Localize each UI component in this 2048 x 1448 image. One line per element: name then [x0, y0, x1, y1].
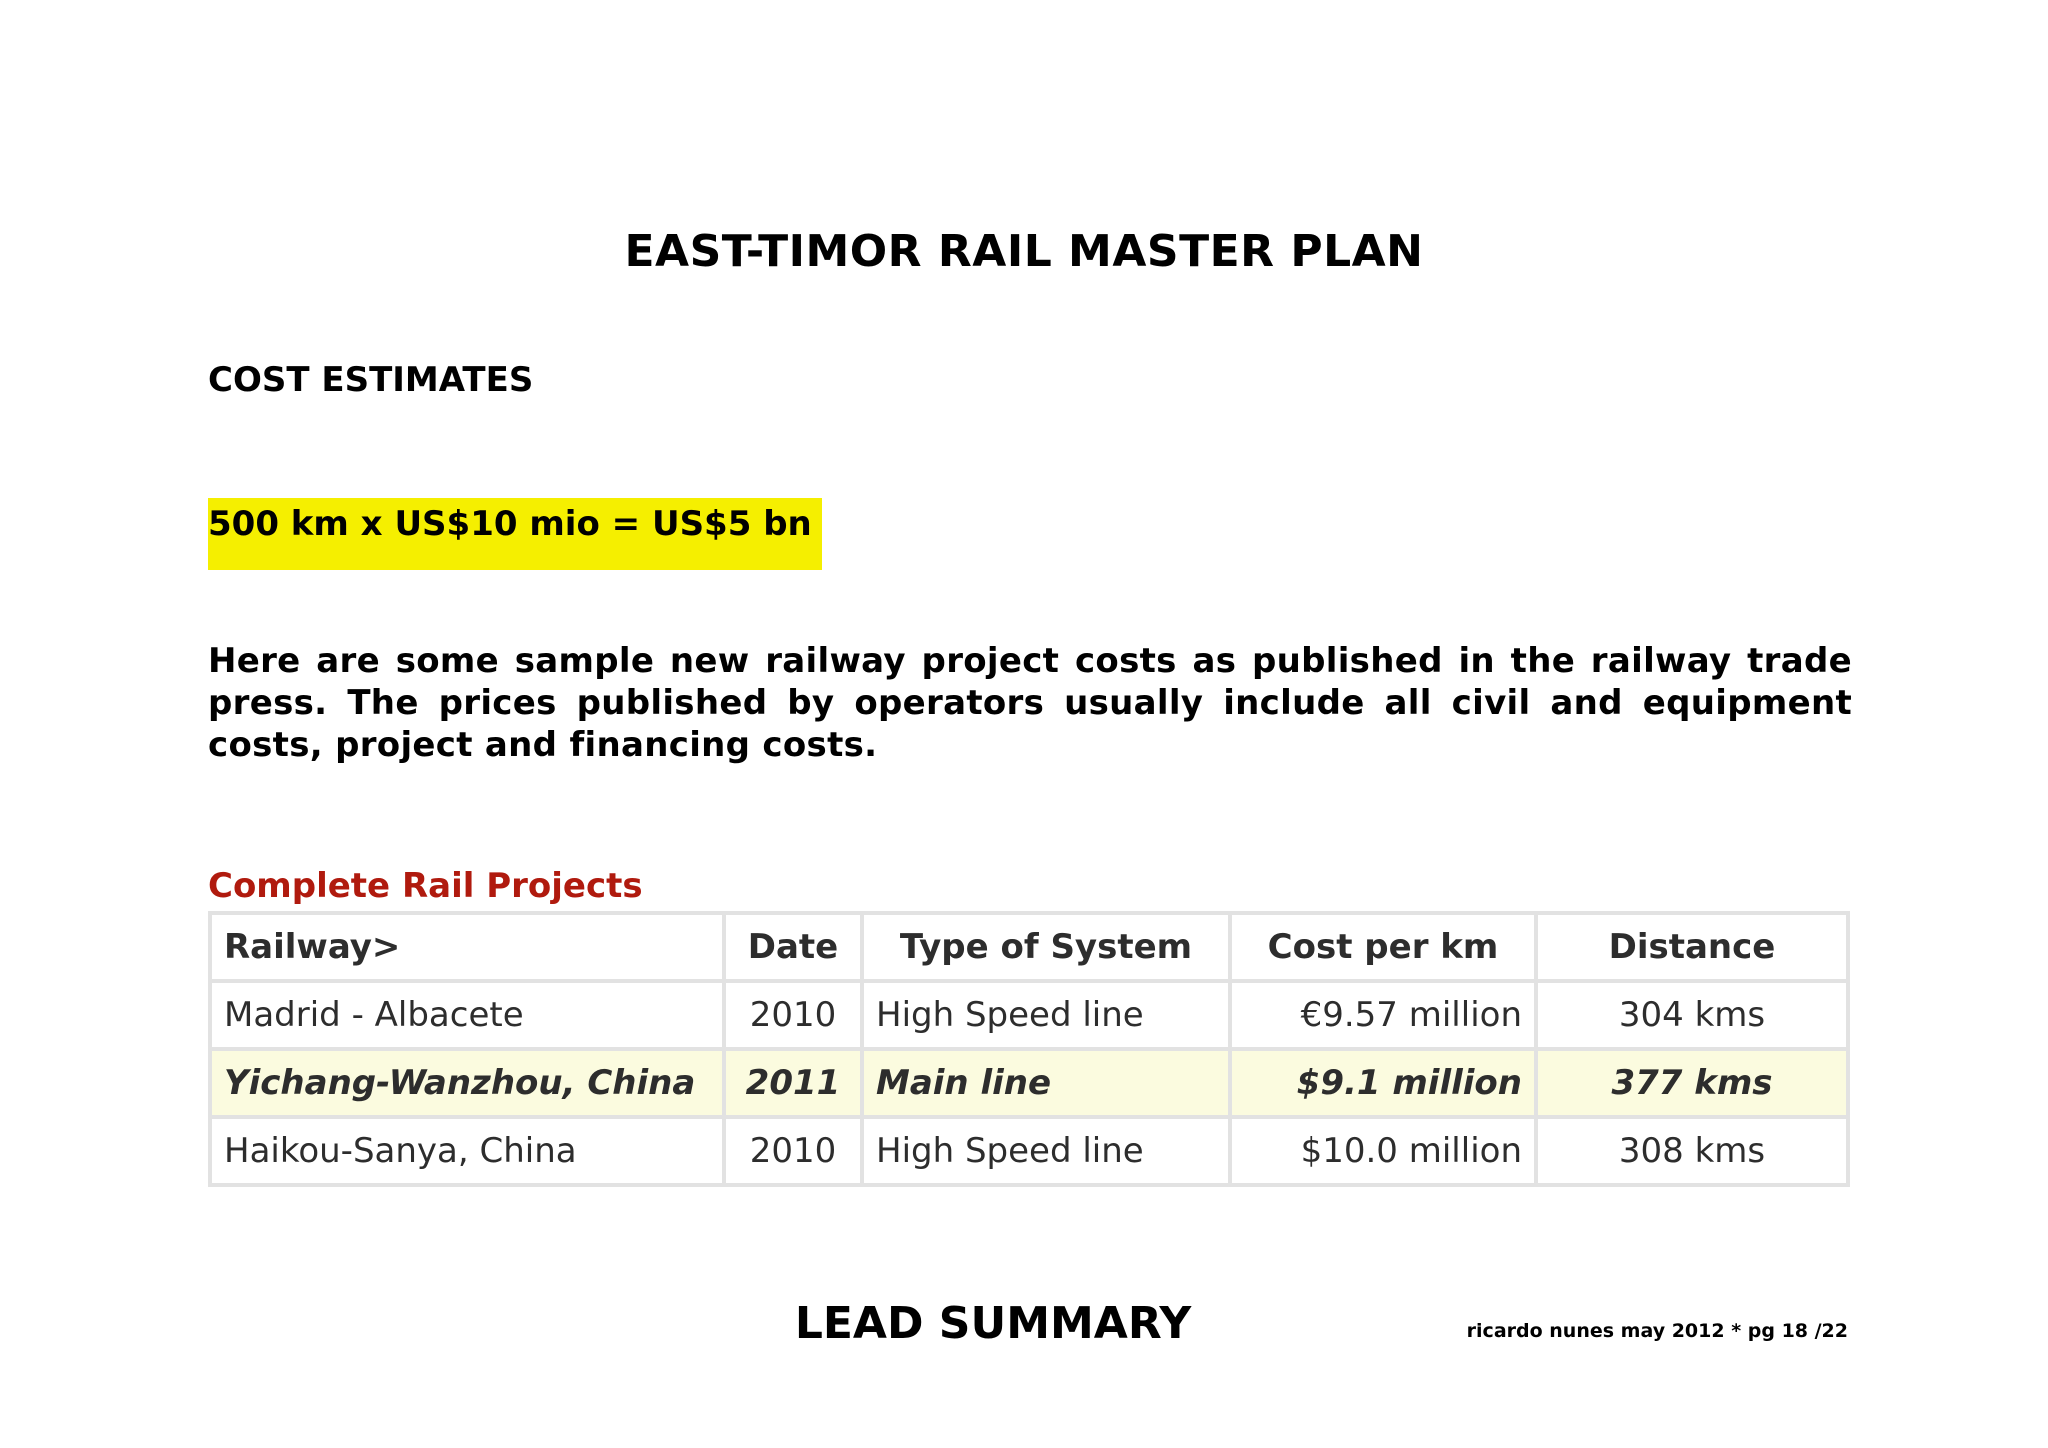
- section-heading: COST ESTIMATES: [208, 360, 534, 400]
- header-date: Date: [724, 913, 862, 981]
- cell-type: Main line: [862, 1049, 1230, 1117]
- footer-title: LEAD SUMMARY: [794, 1298, 1192, 1349]
- table-row: [210, 1117, 1848, 1185]
- table-row-highlighted: [210, 1049, 1848, 1117]
- header-type-of-system: Type of System: [862, 913, 1230, 981]
- cell-railway: Yichang-Wanzhou, China: [210, 1049, 724, 1117]
- cell-railway: Haikou-Sanya, China: [210, 1117, 724, 1185]
- header-cost-per-km: Cost per km: [1230, 913, 1536, 981]
- cell-distance: 308 kms: [1536, 1117, 1848, 1185]
- page-title: EAST-TIMOR RAIL MASTER PLAN: [624, 226, 1424, 277]
- cell-date: 2011: [724, 1049, 862, 1117]
- cell-cost: $9.1 million: [1230, 1049, 1536, 1117]
- footer-credit: ricardo nunes may 2012 * pg 18 /22: [1466, 1320, 1848, 1342]
- cell-cost: $10.0 million: [1230, 1117, 1536, 1185]
- cell-type: High Speed line: [862, 981, 1230, 1049]
- cost-formula-highlight: 500 km x US$10 mio = US$5 bn: [208, 498, 822, 570]
- intro-paragraph: Here are some sample new railway project costs as published in the railway trade press. The prices published by operators usually include all civil and equipment costs, project and financing costs.: [208, 641, 1852, 765]
- table-title: Complete Rail Projects: [208, 866, 643, 906]
- cell-distance: 377 kms: [1536, 1049, 1848, 1117]
- header-distance: Distance: [1536, 913, 1848, 981]
- cell-date: 2010: [724, 981, 862, 1049]
- rail-projects-table: [208, 911, 1850, 1187]
- cell-date: 2010: [724, 1117, 862, 1185]
- cell-cost: €9.57 million: [1230, 981, 1536, 1049]
- table-row: [210, 981, 1848, 1049]
- cell-railway: Madrid - Albacete: [210, 981, 724, 1049]
- header-railway: Railway>: [210, 913, 724, 981]
- cell-distance: 304 kms: [1536, 981, 1848, 1049]
- table-header-row: [210, 913, 1848, 981]
- cell-type: High Speed line: [862, 1117, 1230, 1185]
